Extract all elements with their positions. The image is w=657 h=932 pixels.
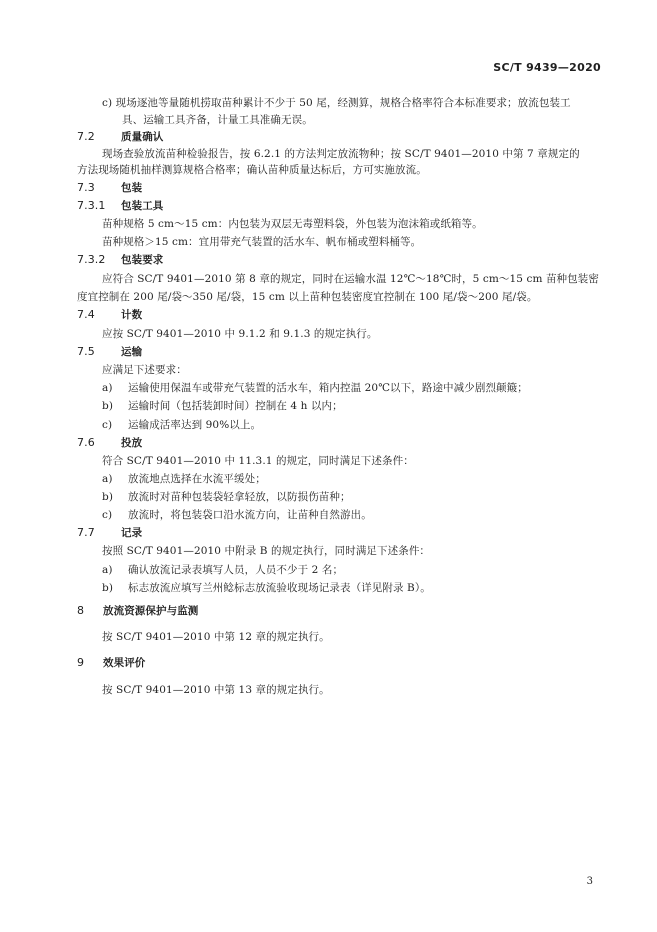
section-number: 7.3.2 — [77, 253, 106, 266]
list-text: 放流时对苗种包装袋轻拿轻放，以防损伤苗种； — [128, 491, 351, 503]
body-line: 按 SC/T 9401—2010 中第 12 章的规定执行。 — [102, 631, 330, 643]
list-item — [102, 472, 266, 486]
section-number: 7.6 — [77, 436, 95, 449]
list-item — [102, 563, 343, 577]
body-line: 方法现场随机抽样测算规格合格率；确认苗种质量达标后，方可实施放流。 — [77, 164, 427, 176]
standard-code: SC/T 9439—2020 — [493, 61, 601, 74]
list-text: 运输成活率达到 90%以上。 — [128, 419, 262, 431]
section-number: 7.2 — [77, 130, 95, 143]
list-item — [102, 581, 431, 595]
section-title: 投放 — [121, 437, 143, 449]
list-item — [102, 399, 343, 413]
body-line: 现场查验放流苗种检验报告，按 6.2.1 的方法判定放流物种；按 SC/T 9401—2010 中第 7 章规定的 — [102, 148, 580, 160]
list-marker: a) — [102, 564, 113, 576]
list-item — [102, 381, 528, 395]
list-item — [102, 418, 261, 432]
section-title: 效果评价 — [103, 657, 146, 669]
section-heading — [77, 604, 198, 618]
body-line: 苗种规格＞15 cm：宜用带充气装置的活水车、帆布桶或塑料桶等。 — [102, 236, 422, 248]
list-text: 运输时间（包括装卸时间）控制在 4 h 以内； — [128, 400, 343, 412]
section-title: 质量确认 — [121, 131, 164, 143]
section-heading — [77, 308, 142, 322]
list-marker: b) — [102, 400, 114, 412]
section-title: 包装要求 — [121, 254, 164, 266]
body-line: 按照 SC/T 9401—2010 中附录 B 的规定执行，同时满足下述条件： — [102, 545, 431, 557]
list-marker: b) — [102, 582, 114, 594]
body-line: 度宜控制在 200 尾/袋～350 尾/袋，15 cm 以上苗种包装密度宜控制在 100 尾/袋～200 尾/袋。 — [77, 291, 538, 303]
list-marker: b) — [102, 491, 114, 503]
section-number: 7.7 — [77, 526, 95, 539]
section-number: 7.4 — [77, 308, 95, 321]
page-number: 3 — [586, 876, 593, 887]
body-line: 符合 SC/T 9401—2010 中 11.3.1 的规定，同时满足下述条件： — [102, 455, 414, 467]
section-number: 8 — [77, 604, 85, 617]
list-item — [102, 508, 372, 522]
section-number: 9 — [77, 656, 85, 669]
body-line: 应满足下述要求： — [102, 364, 187, 376]
section-title: 运输 — [121, 346, 143, 358]
body-line: 应按 SC/T 9401—2010 中 9.1.2 和 9.1.3 的规定执行。 — [102, 328, 378, 340]
section-number: 7.3.1 — [77, 199, 106, 212]
section-title: 记录 — [121, 527, 143, 539]
section-number: 7.5 — [77, 345, 95, 358]
section-heading — [77, 181, 142, 195]
body-line: 应符合 SC/T 9401—2010 第 8 章的规定，同时在运输水温 12℃～18℃时，5 cm～15 cm 苗种包装密 — [102, 273, 599, 285]
list-marker: c) — [102, 509, 113, 521]
body-line: 按 SC/T 9401—2010 中第 13 章的规定执行。 — [102, 684, 330, 696]
body-line: c) 现场逐池等量随机捞取苗种累计不少于 50 尾，经测算，规格合格率符合本标准要求；放流包装工 — [102, 97, 571, 109]
section-heading — [77, 345, 142, 359]
list-marker: c) — [102, 419, 113, 431]
list-item — [102, 490, 351, 504]
list-text: 确认放流记录表填写人员，人员不少于 2 名； — [128, 564, 344, 576]
section-title: 计数 — [121, 309, 143, 321]
list-marker: a) — [102, 473, 113, 485]
body-line: 具、运输工具齐备，计量工具准确无误。 — [122, 114, 313, 126]
section-heading — [77, 253, 163, 267]
list-text: 放流时，将包装袋口沿水流方向，让苗种自然游出。 — [128, 509, 372, 521]
section-heading — [77, 199, 163, 213]
section-heading — [77, 436, 142, 450]
list-text: 标志放流应填写兰州鲶标志放流验收现场记录表（详见附录 B）。 — [128, 582, 431, 594]
section-title: 放流资源保护与监测 — [103, 605, 199, 617]
list-marker: a) — [102, 382, 113, 394]
section-heading — [77, 526, 142, 540]
section-number: 7.3 — [77, 181, 95, 194]
section-title: 包装 — [121, 182, 143, 194]
body-line: 苗种规格 5 cm～15 cm：内包装为双层无毒塑料袋，外包装为泡沫箱或纸箱等。 — [102, 218, 483, 230]
section-heading — [77, 656, 145, 670]
section-heading — [77, 130, 163, 144]
list-text: 放流地点选择在水流平缓处； — [128, 473, 266, 485]
section-title: 包装工具 — [121, 200, 164, 212]
list-text: 运输使用保温车或带充气装置的活水车，箱内控温 20℃以下，路途中减少剧烈颠簸； — [128, 382, 528, 394]
